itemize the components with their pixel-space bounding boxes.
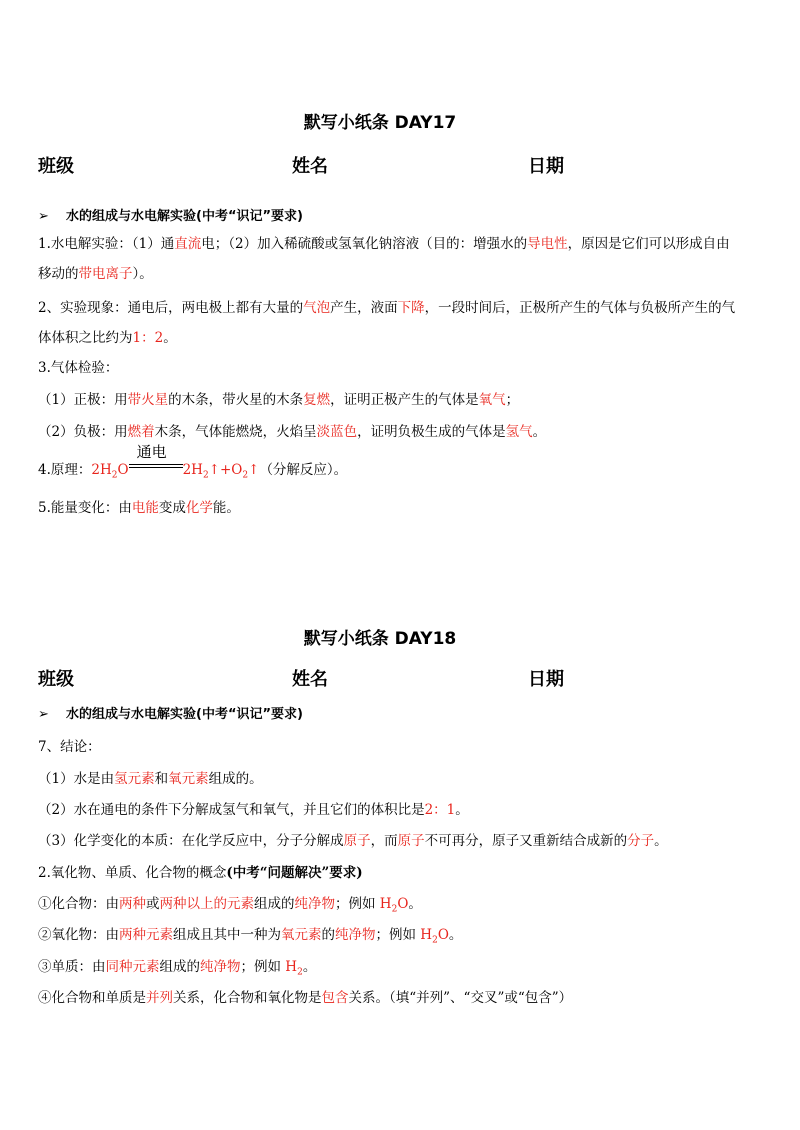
eq-part: ↑+O [208, 462, 243, 478]
answer: 2：1 [424, 802, 456, 818]
text: 的 [321, 927, 335, 943]
day18-line-6 [38, 892, 768, 915]
text: 1.水电解实验：（1）通 [38, 236, 175, 252]
day17-line-5 [38, 356, 768, 376]
text: ②氧化物：由 [38, 927, 119, 943]
text: 能。 [212, 500, 240, 516]
day17-line-7 [38, 420, 768, 440]
text: 移动的 [38, 266, 79, 282]
answer: 并列 [146, 990, 173, 1006]
eq-part: O [117, 462, 129, 478]
answer: 氧元素 [281, 927, 322, 943]
heading-text: 水的组成与水电解实验(中考“识记”要求) [66, 209, 303, 224]
text: （1）正极：用 [38, 392, 128, 408]
day17-title: 默写小纸条 DAY17 [303, 113, 457, 133]
eq-part: ↑ [248, 462, 260, 478]
answer: 原子 [343, 833, 371, 849]
answer: 分子 [627, 833, 655, 849]
equation-left [91, 462, 129, 481]
formula [420, 927, 449, 946]
answer: 复燃 [303, 392, 331, 408]
answer: 两种 [119, 896, 146, 912]
text: ④化合物和单质是 [38, 990, 146, 1006]
answer: 导电性 [527, 236, 568, 252]
day17-class-label: 班级 [38, 156, 74, 177]
text: ）。 [132, 266, 153, 282]
eq-part: 2H [91, 462, 112, 478]
answer: 氢气 [505, 424, 533, 440]
text: ，原因是它们可以形成自由 [567, 236, 730, 252]
text: 组成的 [254, 896, 295, 912]
text: ，一段时间后，正极所产生的气体与负极所产生的气 [424, 300, 736, 316]
day17-date-label: 日期 [528, 156, 564, 177]
f-part: H [379, 896, 392, 912]
formula [285, 959, 303, 978]
day17-line-6 [38, 388, 768, 408]
text: 组成的 [159, 959, 200, 975]
day18-line-3 [38, 798, 768, 818]
text: （2）水在通电的条件下分解成氢气和氧气，并且它们的体积比是 [38, 802, 425, 818]
text: 的木条，带火星的木条 [168, 392, 304, 408]
text: ，证明负极生成的气体是 [357, 424, 506, 440]
text: （2）负极：用 [38, 424, 128, 440]
text: 7、结论： [38, 739, 101, 755]
answer: 两种以上的元素 [159, 896, 254, 912]
text: 电；（2）加入稀硫酸或氢氧化钠溶液（目的：增强水的 [201, 236, 528, 252]
answer: 氢元素 [114, 771, 155, 787]
day17-name-label: 姓名 [292, 156, 328, 177]
text: 4.原理： [38, 462, 92, 478]
text: 组成的。 [208, 771, 263, 787]
text: 产生，液面 [330, 300, 398, 316]
text: ①化合物：由 [38, 896, 119, 912]
day17-line-2 [38, 262, 768, 282]
day17-line-9 [38, 496, 768, 516]
text: 木条，气体能燃烧，火焰呈 [154, 424, 317, 440]
answer: 氧元素 [168, 771, 209, 787]
day18-class-label: 班级 [38, 669, 74, 690]
answer: 氧气 [478, 392, 506, 408]
eq-part: 2H [182, 462, 203, 478]
text: 。 [448, 927, 463, 943]
day18-name-label: 姓名 [292, 669, 328, 690]
arrow-bullet-icon: ➢ [38, 209, 49, 224]
text: 关系，化合物和氧化物是 [173, 990, 322, 1006]
f-sub: 2 [432, 935, 438, 946]
text: 变成 [158, 500, 186, 516]
f-sub: 2 [297, 967, 303, 978]
answer: 包含 [321, 990, 349, 1006]
arrow-bullet-icon: ➢ [38, 707, 49, 722]
answer: 下降 [397, 300, 425, 316]
text: 和 [154, 771, 169, 787]
requirement-note: (中考“问题解决”要求) [226, 865, 363, 881]
double-line [129, 464, 183, 468]
day18-date-label: 日期 [528, 669, 564, 690]
answer: 原子 [397, 833, 425, 849]
answer: 纯净物 [335, 927, 376, 943]
day18-title: 默写小纸条 DAY18 [303, 629, 457, 649]
day18-line-7 [38, 923, 768, 946]
text: 组成且其中一种为 [173, 927, 281, 943]
text: ；例如 [375, 927, 421, 943]
text: ，证明正极产生的气体是 [330, 392, 479, 408]
answer: 直流 [174, 236, 202, 252]
answer: 带电离子 [78, 266, 133, 282]
answer: 两种元素 [119, 927, 173, 943]
day17-line-8-equation [38, 443, 768, 481]
text: 。 [654, 833, 668, 849]
f-part: O [397, 896, 409, 912]
answer: 纯净物 [294, 896, 335, 912]
formula [379, 896, 409, 915]
text: ；例如 [240, 959, 286, 975]
answer: 淡蓝色 [316, 424, 358, 440]
text: ；例如 [335, 896, 380, 912]
eq-sub: 2 [242, 470, 249, 481]
answer: 化学 [185, 500, 213, 516]
day18-line-1 [38, 735, 768, 755]
f-part: O [437, 927, 449, 943]
f-part: H [420, 927, 433, 943]
text: 2、实验现象：通电后，两电极上都有大量的 [38, 300, 304, 316]
answer: 纯净物 [200, 959, 241, 975]
text: 。 [408, 896, 422, 912]
text: 不可再分，原子又重新结合成新的 [424, 833, 628, 849]
answer: 同种元素 [105, 959, 160, 975]
f-part: H [285, 959, 298, 975]
day18-line-2 [38, 767, 768, 787]
day18-line-5 [38, 861, 768, 881]
text: ； [505, 392, 520, 408]
text: 体体积之比约为 [38, 330, 133, 346]
text: ③单质：由 [38, 959, 106, 975]
text: 或 [146, 896, 160, 912]
day17-line-4 [38, 326, 768, 346]
text: 3.气体检验： [38, 360, 119, 376]
text: 。 [455, 802, 469, 818]
day18-line-4 [38, 829, 768, 849]
eq-sub: 2 [202, 470, 209, 481]
day17-section-heading [38, 205, 303, 224]
equation-condition-bar [129, 443, 183, 474]
day18-section-heading [38, 703, 303, 722]
text: 。 [532, 424, 547, 440]
text: （1）水是由 [38, 771, 115, 787]
text: （3）化学变化的本质：在化学反应中，分子分解成 [38, 833, 344, 849]
answer: 电能 [131, 500, 159, 516]
text: 。 [302, 959, 317, 975]
answer: 1：2 [132, 330, 164, 346]
heading-text: 水的组成与水电解实验(中考“识记”要求) [66, 707, 303, 722]
text: （分解反应）。 [259, 462, 348, 478]
text: 关系。（填“并列”、“交叉”或“包含”） [348, 990, 573, 1006]
answer: 气泡 [303, 300, 331, 316]
text: 5.能量变化：由 [38, 500, 132, 516]
f-sub: 2 [391, 904, 398, 915]
day17-line-1 [38, 232, 768, 252]
text: ，而 [370, 833, 398, 849]
day18-line-8 [38, 955, 768, 978]
answer: 燃着 [127, 424, 155, 440]
equation-right [182, 462, 260, 481]
answer: 带火星 [127, 392, 169, 408]
equation-condition: 通电 [136, 443, 167, 461]
text: 。 [163, 330, 177, 346]
text: 2.氧化物、单质、化合物的概念 [38, 865, 227, 881]
eq-sub: 2 [111, 470, 118, 481]
day17-line-3 [38, 296, 768, 316]
day18-line-9 [38, 986, 768, 1006]
